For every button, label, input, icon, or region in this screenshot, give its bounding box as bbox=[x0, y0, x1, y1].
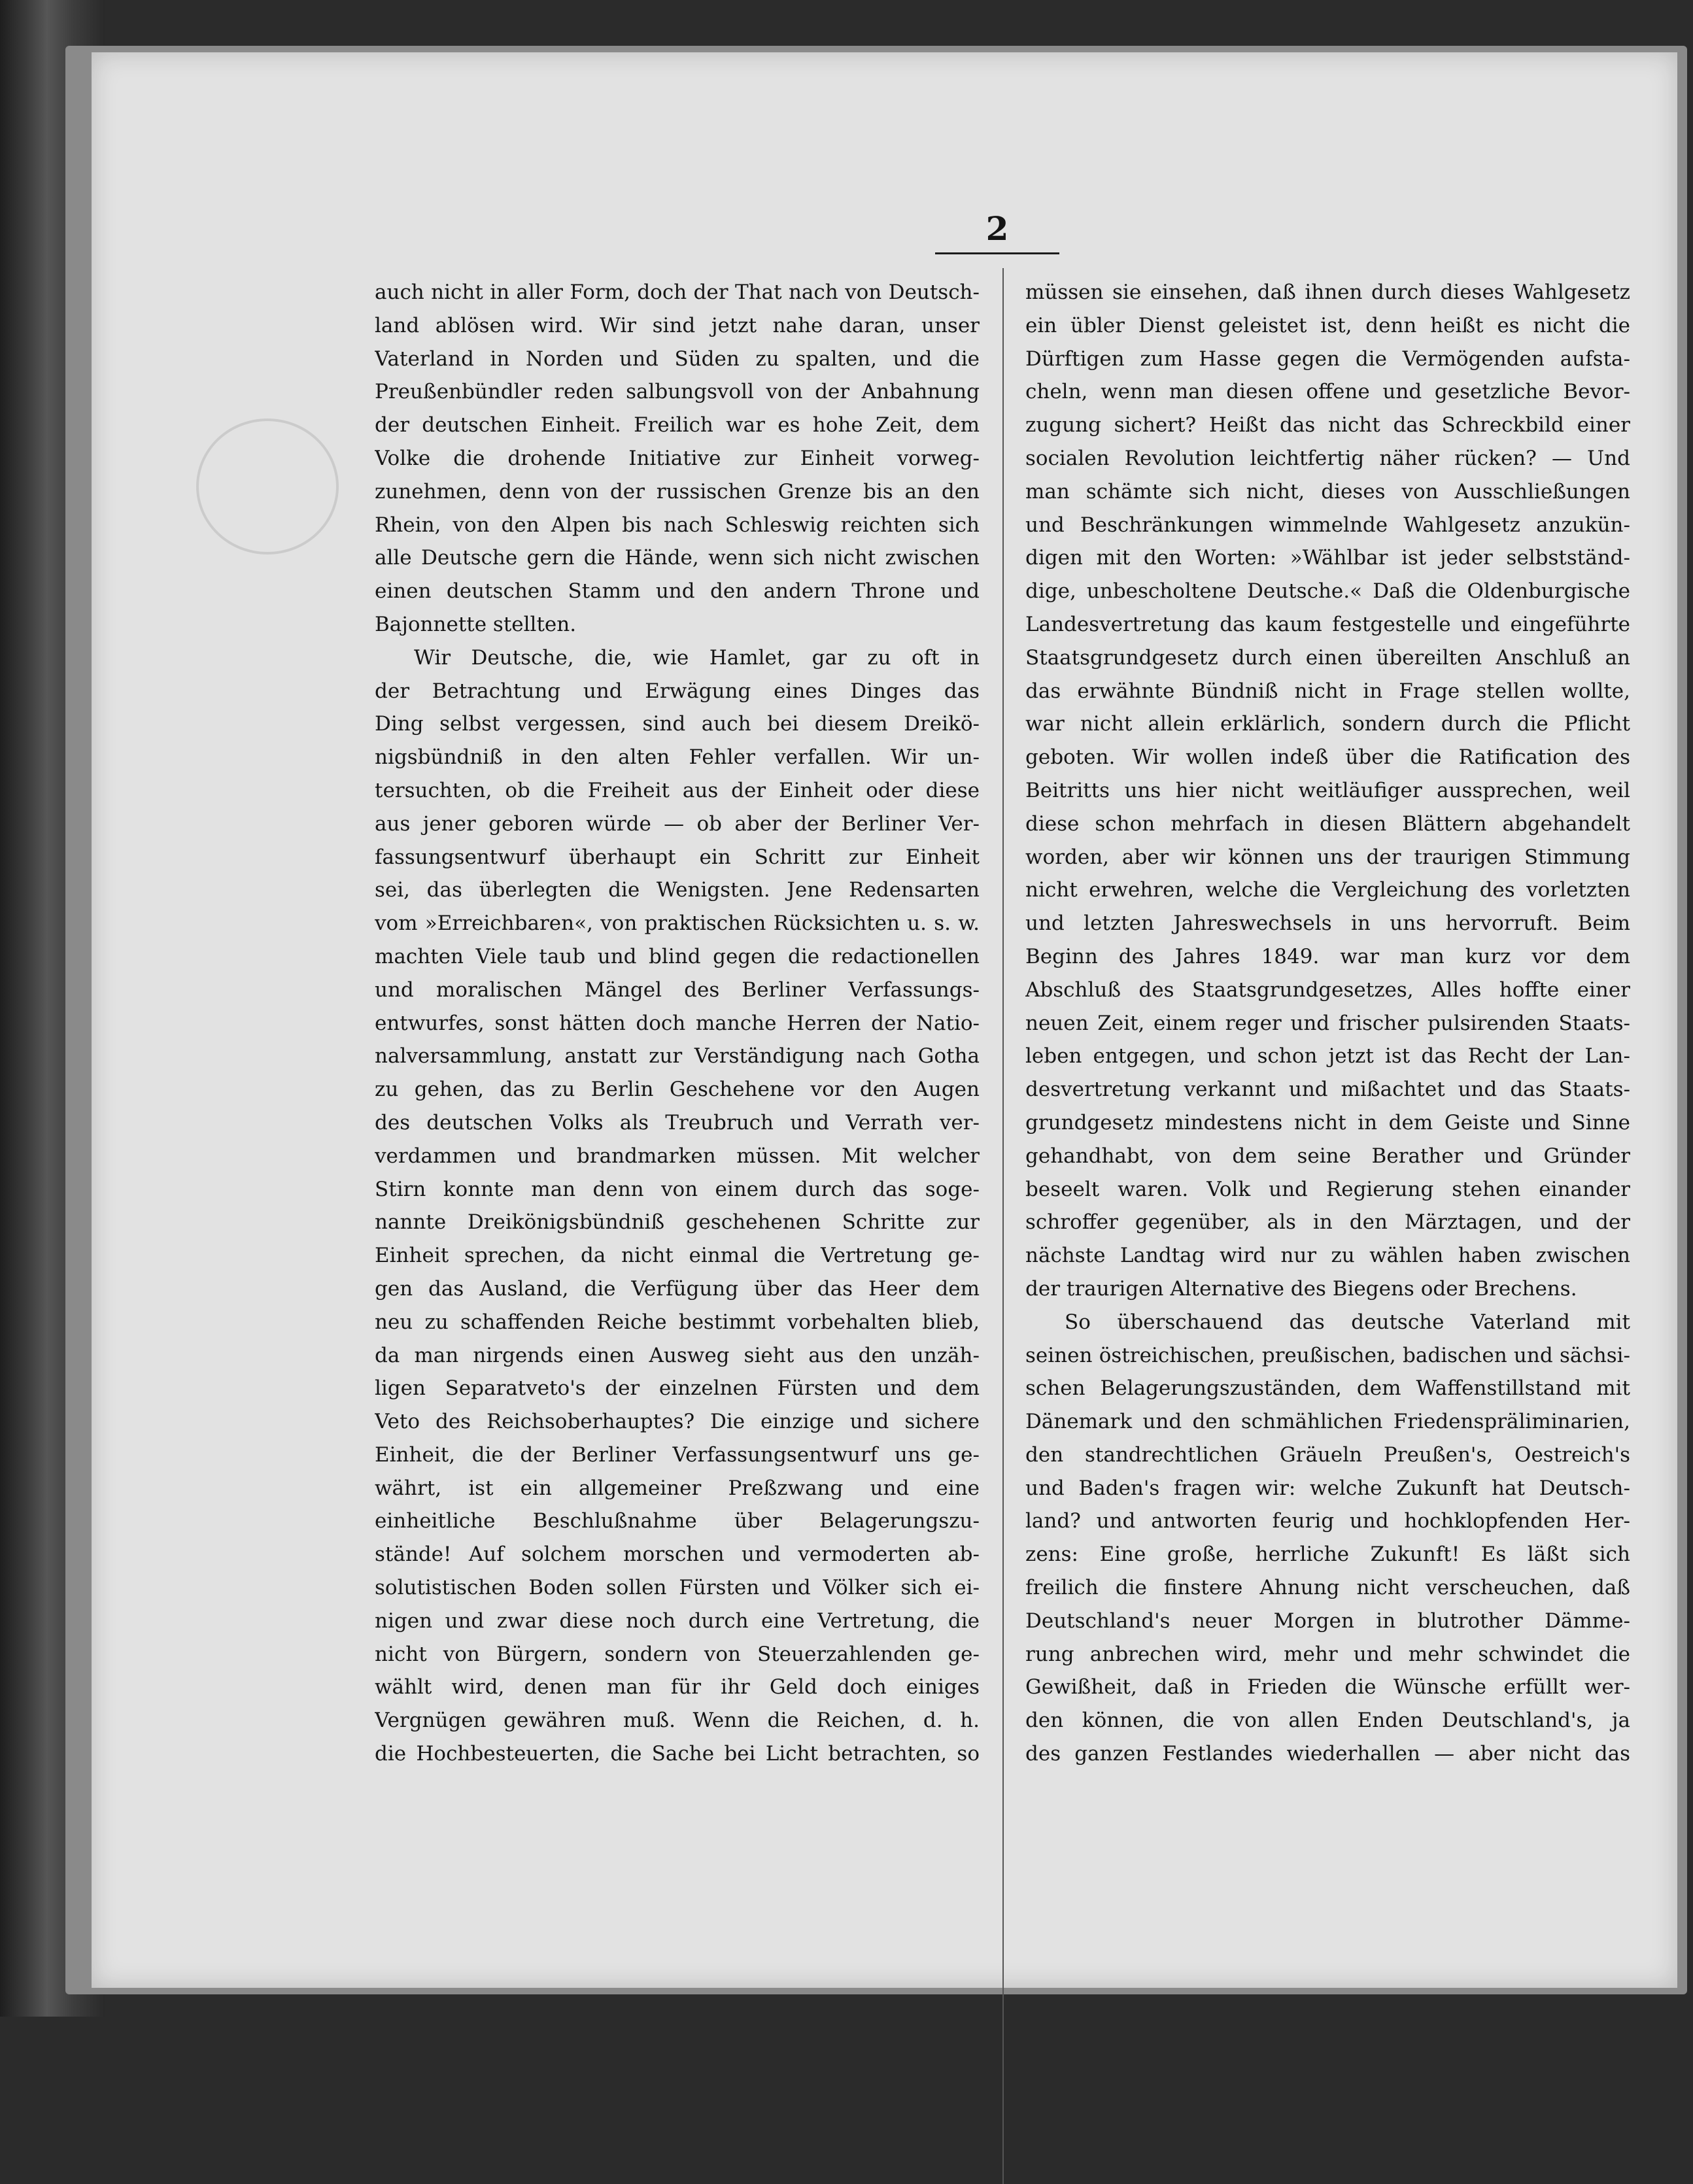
text-line: wählt wird, denen man für ihr Geld doch einiges bbox=[375, 1675, 980, 1699]
text-line: einen deutschen Stamm und den andern Throne und bbox=[375, 579, 980, 604]
text-line: dige, unbescholtene Deutsche.« Daß die Oldenburgische bbox=[1025, 579, 1630, 604]
text-line: Veto des Reichsoberhauptes? Die einzige und sichere bbox=[375, 1410, 980, 1434]
text-line: schen Belagerungszuständen, dem Waffenstillstand mit bbox=[1025, 1376, 1630, 1401]
text-column-left bbox=[375, 276, 980, 1771]
text-line: cheln, wenn man diesen offene und gesetzliche Bevor- bbox=[1025, 380, 1630, 404]
text-line: zu gehen, das zu Berlin Geschehene vor den Augen bbox=[375, 1078, 980, 1102]
text-line: Vergnügen gewähren muß. Wenn die Reichen, d. h. bbox=[375, 1709, 980, 1733]
text-line: Vaterland in Norden und Süden zu spalten, und die bbox=[375, 347, 980, 371]
text-line: leben entgegen, und schon jetzt ist das Recht der Lan- bbox=[1025, 1044, 1630, 1068]
text-line: gen das Ausland, die Verfügung über das Heer dem bbox=[375, 1276, 980, 1301]
text-line: desvertretung verkannt und mißachtet und das Staats- bbox=[1025, 1078, 1630, 1102]
text-line: Stirn konnte man denn von einem durch das soge- bbox=[375, 1177, 980, 1201]
text-line: der deutschen Einheit. Freilich war es hohe Zeit, dem bbox=[375, 413, 980, 437]
text-line: ligen Separatveto's der einzelnen Fürsten und dem bbox=[375, 1376, 980, 1401]
text-line: den standrechtlichen Gräueln Preußen's, Oestreich's bbox=[1025, 1442, 1630, 1467]
newspaper-page bbox=[92, 52, 1677, 1988]
text-line: solutistischen Boden sollen Fürsten und Völker sich ei- bbox=[375, 1576, 980, 1600]
text-line: neuen Zeit, einem reger und frischer pulsirenden Staats- bbox=[1025, 1011, 1630, 1035]
text-line: Einheit sprechen, da nicht einmal die Vertretung ge- bbox=[375, 1244, 980, 1268]
text-line: war nicht allein erklärlich, sondern durch die Pflicht bbox=[1025, 712, 1630, 736]
text-line: Deutschland's neuer Morgen in blutrother Dämme- bbox=[1025, 1609, 1630, 1633]
text-line: land ablösen wird. Wir sind jetzt nahe daran, unser bbox=[375, 313, 980, 337]
text-line: die Hochbesteuerten, die Sache bei Licht betrachten, so bbox=[375, 1742, 980, 1766]
text-line: tersuchten, ob die Freiheit aus der Einheit oder diese bbox=[375, 778, 980, 802]
text-line: währt, ist ein allgemeiner Preßzwang und eine bbox=[375, 1476, 980, 1500]
text-line: diese schon mehrfach in diesen Blättern abgehandelt bbox=[1025, 811, 1630, 836]
library-stamp-ghost bbox=[196, 418, 339, 555]
text-line: entwurfes, sonst hätten doch manche Herren der Natio- bbox=[375, 1011, 980, 1035]
text-line: nigsbündniß in den alten Fehler verfallen. Wir un- bbox=[375, 745, 980, 770]
text-line: nalversammlung, anstatt zur Verständigung nach Gotha bbox=[375, 1044, 980, 1068]
text-line: beseelt waren. Volk und Regierung stehen einander bbox=[1025, 1177, 1630, 1201]
text-line: ein übler Dienst geleistet ist, denn heißt es nicht die bbox=[1025, 313, 1630, 337]
text-line: das erwähnte Bündniß nicht in Frage stellen wollte, bbox=[1025, 679, 1630, 703]
text-line: auch nicht in aller Form, doch der That nach von Deutsch- bbox=[375, 281, 980, 304]
text-line: Preußenbündler reden salbungsvoll von der Anbahnung bbox=[375, 380, 980, 404]
text-line: nicht erwehren, welche die Vergleichung des vorletzten bbox=[1025, 878, 1630, 902]
text-line: sei, das überlegten die Wenigsten. Jene Redensarten bbox=[375, 878, 980, 902]
text-line: seinen östreichischen, preußischen, badischen und sächsi- bbox=[1025, 1343, 1630, 1367]
text-line: man schämte sich nicht, dieses von Ausschließungen bbox=[1025, 479, 1630, 503]
text-line: zunehmen, denn von der russischen Grenze bis an den bbox=[375, 479, 980, 503]
column-divider bbox=[1002, 268, 1004, 2184]
text-line: aus jener geboren würde — ob aber der Berliner Ver- bbox=[375, 811, 980, 836]
text-line: So überschauend das deutsche Vaterland mit bbox=[1065, 1310, 1630, 1334]
text-line: Dänemark und den schmählichen Friedenspräliminarien, bbox=[1025, 1410, 1630, 1434]
text-line: worden, aber wir können uns der traurigen Stimmung bbox=[1025, 845, 1630, 869]
text-line: socialen Revolution leichtfertig näher rücken? — Und bbox=[1025, 446, 1630, 470]
text-line: müssen sie einsehen, daß ihnen durch dieses Wahlgesetz bbox=[1025, 281, 1630, 304]
text-line: des ganzen Festlandes wiederhallen — aber nicht das bbox=[1025, 1742, 1630, 1766]
text-line: Beitritts uns hier nicht weitläufiger aussprechen, weil bbox=[1025, 778, 1630, 802]
text-line: nicht von Bürgern, sondern von Steuerzahlenden ge- bbox=[375, 1642, 980, 1666]
text-line: einheitliche Beschlußnahme über Belagerungszu- bbox=[375, 1509, 980, 1533]
text-line: und Beschränkungen wimmelnde Wahlgesetz anzukün- bbox=[1025, 513, 1630, 537]
text-line: den können, die von allen Enden Deutschland's, ja bbox=[1025, 1709, 1630, 1733]
text-line: der traurigen Alternative des Biegens oder Brechens. bbox=[1025, 1276, 1577, 1301]
text-line: freilich die finstere Ahnung nicht verscheuchen, daß bbox=[1025, 1576, 1630, 1600]
text-line: nigen und zwar diese noch durch eine Vertretung, die bbox=[375, 1609, 980, 1633]
text-line: und letzten Jahreswechsels in uns hervorruft. Beim bbox=[1025, 912, 1630, 936]
text-line: neu zu schaffenden Reiche bestimmt vorbehalten blieb, bbox=[375, 1310, 980, 1334]
text-line: Volke die drohende Initiative zur Einheit vorweg- bbox=[375, 446, 980, 470]
text-line: und Baden's fragen wir: welche Zukunft hat Deutsch- bbox=[1025, 1476, 1630, 1500]
text-line: Einheit, die der Berliner Verfassungsentwurf uns ge- bbox=[375, 1442, 980, 1467]
text-line: digen mit den Worten: »Wählbar ist jeder selbstständ- bbox=[1025, 546, 1630, 570]
text-line: da man nirgends einen Ausweg sieht aus den unzäh- bbox=[375, 1343, 980, 1367]
text-line: schroffer gegenüber, als in den Märztagen, und der bbox=[1025, 1210, 1630, 1235]
text-line: Dürftigen zum Hasse gegen die Vermögenden aufsta- bbox=[1025, 347, 1630, 371]
text-line: Rhein, von den Alpen bis nach Schleswig reichten sich bbox=[375, 513, 980, 537]
text-line: grundgesetz mindestens nicht in dem Geiste und Sinne bbox=[1025, 1110, 1630, 1135]
text-line: machten Viele taub und blind gegen die redactionellen bbox=[375, 944, 980, 968]
text-line: Staatsgrundgesetz durch einen übereilten Anschluß an bbox=[1025, 645, 1630, 670]
text-line: nannte Dreikönigsbündniß geschehenen Schritte zur bbox=[375, 1210, 980, 1235]
text-line: alle Deutsche gern die Hände, wenn sich nicht zwischen bbox=[375, 546, 980, 570]
text-line: Abschluß des Staatsgrundgesetzes, Alles hoffte einer bbox=[1025, 978, 1630, 1002]
text-column-right bbox=[1025, 276, 1630, 1771]
show-through-masthead bbox=[719, 157, 760, 249]
text-line: Ding selbst vergessen, sind auch bei diesem Dreikö- bbox=[375, 712, 980, 736]
page-number-rule bbox=[935, 252, 1059, 254]
text-line: rung anbrechen wird, mehr und mehr schwindet die bbox=[1025, 1642, 1630, 1666]
text-line: stände! Auf solchem morschen und vermoderten ab- bbox=[375, 1543, 980, 1567]
text-line: zens: Eine große, herrliche Zukunft! Es läßt sich bbox=[1025, 1543, 1630, 1567]
text-line: geboten. Wir wollen indeß über die Ratification des bbox=[1025, 745, 1630, 770]
text-line: verdammen und brandmarken müssen. Mit welcher bbox=[375, 1144, 980, 1168]
text-line: fassungsentwurf überhaupt ein Schritt zur Einheit bbox=[375, 845, 980, 869]
text-line: Wir Deutsche, die, wie Hamlet, gar zu oft in bbox=[414, 645, 980, 670]
text-line: der Betrachtung und Erwägung eines Dinges das bbox=[375, 679, 980, 703]
text-line: Landesvertretung das kaum festgestelle und eingeführte bbox=[1025, 612, 1630, 636]
text-line: gehandhabt, von dem seine Berather und Gründer bbox=[1025, 1144, 1630, 1168]
text-line: zugung sichert? Heißt das nicht das Schreckbild einer bbox=[1025, 413, 1630, 437]
text-line: des deutschen Volks als Treubruch und Verrath ver- bbox=[375, 1110, 980, 1135]
text-line: Beginn des Jahres 1849. war man kurz vor dem bbox=[1025, 944, 1630, 968]
text-line: land? und antworten feurig und hochklopfenden Her- bbox=[1025, 1509, 1630, 1533]
text-line: Gewißheit, daß in Frieden die Wünsche erfüllt wer- bbox=[1025, 1675, 1630, 1699]
text-line: und moralischen Mängel des Berliner Verfassungs- bbox=[375, 978, 980, 1002]
text-line: nächste Landtag wird nur zu wählen haben zwischen bbox=[1025, 1244, 1630, 1268]
text-line: vom »Erreichbaren«, von praktischen Rücksichten u. s. w. bbox=[375, 912, 980, 936]
page-number: 2 bbox=[985, 209, 1009, 248]
text-line: Bajonnette stellten. bbox=[375, 612, 577, 636]
